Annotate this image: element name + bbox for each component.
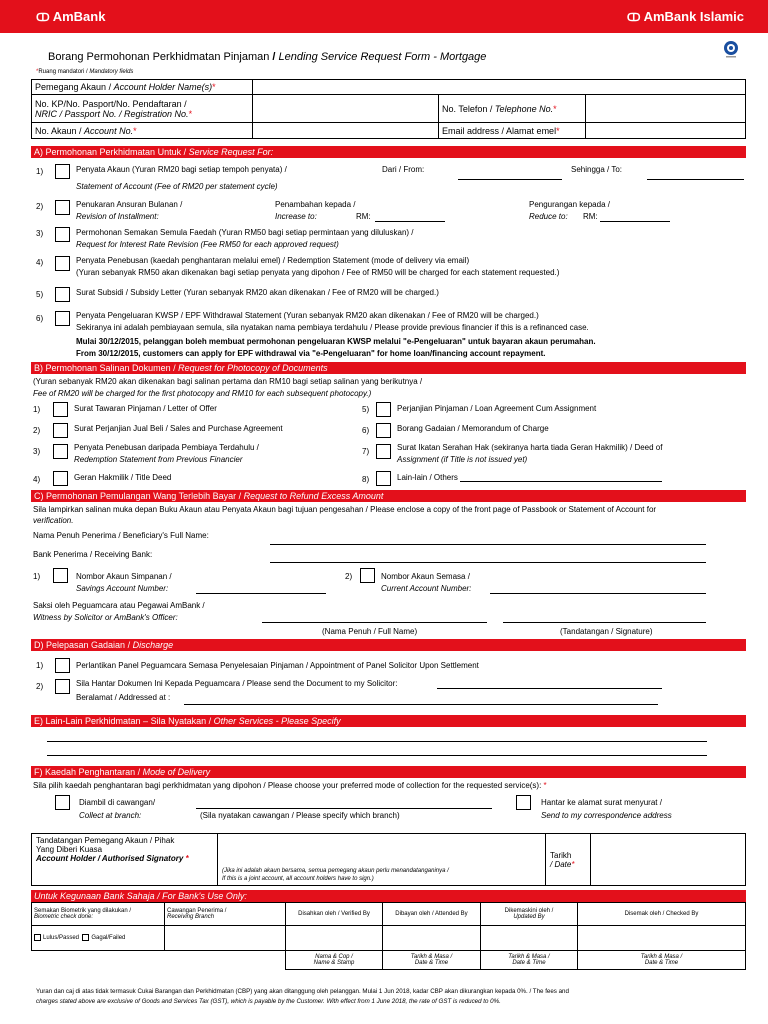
section-e-header: E) Lain-Lain Perkhidmatan – Sila Nyatakan / Other Services - Please Specify	[31, 715, 746, 727]
nric-label: No. KP/No. Pasport/No. Pendaftaran / NRIC / Passport No. / Registration No.*	[32, 95, 253, 123]
witness-signature-field[interactable]	[503, 622, 706, 623]
collect-branch-label-en: Collect at branch:	[79, 811, 142, 820]
photocopy-fee-note-en: Fee of RM20 will be charged for the first photocopy and RM10 for each subsequent photocopy.)	[33, 389, 372, 398]
section-b-header: B) Permohonan Salinan Dokumen / Request for Photocopy of Documents	[31, 362, 746, 374]
item-number: 4)	[36, 258, 44, 267]
account-no-field[interactable]	[253, 123, 439, 139]
account-info-table	[31, 79, 746, 139]
brand-logo-left: ↀ AmBank	[36, 9, 106, 24]
item-number: 5)	[362, 405, 370, 414]
previous-financier-label: Sekiranya ini adalah pembiayaan semula, sila nyatakan nama pembiaya terdahulu / Please provide previous financier if this is a refinanced case.	[76, 323, 589, 332]
increase-label-en: Increase to:	[275, 212, 317, 221]
panel-solicitor-checkbox[interactable]	[55, 658, 70, 673]
send-to-solicitor-checkbox[interactable]	[55, 679, 70, 694]
failed-checkbox[interactable]	[82, 934, 89, 941]
loan-agreement-label: Perjanjian Pinjaman / Loan Agreement Cum Assignment	[397, 404, 597, 413]
section-d-header: D) Pelepasan Gadaian / Discharge	[31, 639, 746, 651]
statement-label-en: Statement of Account (Fee of RM20 per statement cycle)	[76, 182, 278, 191]
brand-logo-right: ↀ AmBank Islamic	[626, 9, 744, 24]
signature-label: Tandatangan Pemegang Akaun / Pihak	[36, 836, 175, 845]
date-time-caption: Tarikh & Masa / Date & Time	[383, 951, 481, 970]
email-label: Email address / Alamat emel*	[439, 123, 586, 139]
item-number: 2)	[345, 572, 353, 581]
interest-revision-checkbox[interactable]	[55, 227, 70, 242]
revision-installment-checkbox[interactable]	[55, 200, 70, 215]
subsidy-letter-checkbox[interactable]	[55, 287, 70, 302]
memorandum-charge-label: Borang Gadaian / Memorandum of Charge	[397, 424, 549, 433]
section-f-header: F) Kaedah Penghantaran / Mode of Delivery	[31, 766, 746, 778]
signature-caption: (Tandatangan / Signature)	[560, 627, 653, 636]
reduce-label: Pengurangan kepada /	[529, 200, 610, 209]
signature-label-cell	[32, 834, 218, 886]
item-number: 4)	[33, 475, 41, 484]
bank-use-table	[31, 902, 746, 970]
interest-revision-label-en: Request for Interest Rate Revision (Fee RM50 for each approved request)	[76, 240, 339, 249]
refund-note: Sila lampirkan salinan muka depan Buku Akaun atau Penyata Akaun bagi tujuan pengesahan / Please enclose a copy of the front page of Passbook or Statement of Account for	[33, 505, 657, 514]
date-time-caption: Tarikh & Masa / Date & Time	[578, 951, 746, 970]
other-services-field-2[interactable]	[47, 755, 707, 756]
send-correspondence-checkbox[interactable]	[516, 795, 531, 810]
revision-label-en: Revision of Installment:	[76, 212, 159, 221]
redemption-statement-checkbox[interactable]	[55, 256, 70, 271]
joint-account-note: (Jika ini adalah akaun bersama, semua pemegang akaun perlu menandatanganinya /	[222, 868, 449, 874]
send-to-solicitor-label: Sila Hantar Dokumen Ini Kepada Peguamcara / Please send the Document to my Solicitor:	[76, 679, 398, 688]
increase-amount-field[interactable]	[375, 221, 445, 222]
nric-field[interactable]	[253, 95, 439, 123]
branch-field[interactable]	[196, 808, 492, 809]
receiving-bank-label: Bank Penerima / Receiving Bank:	[33, 550, 153, 559]
item-number: 2)	[36, 682, 44, 691]
emblem-icon	[722, 40, 740, 60]
item-number: 1)	[36, 661, 44, 670]
mandatory-note: *Ruang mandatori / Mandatory fields	[36, 69, 134, 75]
from-field[interactable]	[458, 179, 562, 180]
item-number: 2)	[36, 202, 44, 211]
letter-of-offer-label: Surat Tawaran Pinjaman / Letter of Offer	[74, 404, 217, 413]
epf-withdrawal-checkbox[interactable]	[55, 311, 70, 326]
tel-field[interactable]	[586, 95, 746, 123]
deed-assignment-checkbox[interactable]	[376, 444, 391, 459]
attended-by-field[interactable]	[383, 926, 481, 951]
sales-purchase-checkbox[interactable]	[53, 423, 68, 438]
collect-at-branch-checkbox[interactable]	[55, 795, 70, 810]
redemption-previous-label-en: Redemption Statement from Previous Financier	[74, 455, 243, 464]
checked-by-field[interactable]	[578, 926, 746, 951]
item-number: 5)	[36, 290, 44, 299]
redemption-previous-label: Penyata Penebusan daripada Pembiaya Terdahulu /	[74, 443, 259, 452]
savings-account-checkbox[interactable]	[53, 568, 68, 583]
redemption-fee-label: (Yuran sebanyak RM50 akan dikenakan bagi setiap penyata yang dipohon / Fee of RM50 will be charged for each statement requested.)	[76, 268, 560, 277]
to-label: Sehingga / To:	[571, 165, 623, 174]
revision-label: Penukaran Ansuran Bulanan /	[76, 200, 183, 209]
savings-account-label: Nombor Akaun Simpanan /	[76, 572, 172, 581]
item-number: 6)	[362, 426, 370, 435]
current-account-field[interactable]	[490, 593, 706, 594]
statement-of-account-checkbox[interactable]	[55, 164, 70, 179]
date-label-en: / Date*	[550, 859, 575, 869]
current-account-label: Nombor Akaun Semasa /	[381, 572, 470, 581]
redemption-previous-checkbox[interactable]	[53, 444, 68, 459]
holder-field[interactable]	[253, 80, 746, 95]
rm-label: RM:	[583, 212, 598, 221]
verified-by-field[interactable]	[286, 926, 383, 951]
passed-checkbox[interactable]	[34, 934, 41, 941]
refund-note-en: verification.	[33, 516, 74, 525]
signature-table	[31, 833, 746, 886]
increase-label: Penambahan kepada /	[275, 200, 356, 209]
ambank-logo-icon: ↀ	[36, 12, 50, 24]
verified-by-header: Disahkan oleh / Verified By	[286, 903, 383, 926]
letter-of-offer-checkbox[interactable]	[53, 402, 68, 417]
receiving-branch-header: Cawangan Penerima / Receiving Branch	[165, 903, 286, 926]
rm-label: RM:	[356, 212, 371, 221]
epf-label: Penyata Pengeluaran KWSP / EPF Withdrawal Statement (Yuran sebanyak RM20 akan dikenakan / Fee of RM20 will be charged.)	[76, 311, 539, 320]
account-no-label: No. Akaun / Account No.*	[32, 123, 253, 139]
bank-use-header: Untuk Kegunaan Bank Sahaja / For Bank's Use Only:	[31, 890, 746, 902]
others-label: Lain-lain / Others	[397, 473, 458, 482]
attended-by-header: Dibayan oleh / Attended By	[383, 903, 481, 926]
name-stamp-caption: Nama & Cop / Name & Stamp	[286, 951, 383, 970]
statement-label: Penyata Akaun (Yuran RM20 bagi setiap tempoh penyata) /	[76, 165, 287, 174]
others-checkbox[interactable]	[376, 471, 391, 486]
subsidy-label: Surat Subsidi / Subsidy Letter (Yuran sebanyak RM20 akan dikenakan / Fee of RM20 will be charged.)	[76, 288, 439, 297]
item-number: 3)	[36, 229, 44, 238]
ambank-islamic-logo-icon: ↀ	[626, 12, 641, 24]
current-account-label-en: Current Account Number:	[381, 584, 472, 593]
deed-assignment-label-en: Assignment (if Title is not issued yet)	[397, 455, 528, 464]
date-label: Tarikh	[550, 850, 572, 860]
section-a-header: A) Permohonan Perkhidmatan Untuk / Service Request For:	[31, 146, 746, 158]
title-deed-label: Geran Hakmilik / Title Deed	[74, 473, 172, 482]
correspondence-label: Hantar ke alamat surat menyurat /	[541, 798, 662, 807]
solicitor-field[interactable]	[437, 688, 662, 689]
holder-label: Pemegang Akaun / Account Holder Name(s)*	[32, 80, 253, 95]
memorandum-charge-checkbox[interactable]	[376, 423, 391, 438]
beneficiary-label: Nama Penuh Penerima / Beneficiary's Full Name:	[33, 531, 209, 540]
item-number: 3)	[33, 447, 41, 456]
item-number: 7)	[362, 447, 370, 456]
panel-solicitor-label: Perlantikan Panel Peguamcara Semasa Penyelesaian Pinjaman / Appointment of Panel Solicitor Upon Settlement	[76, 661, 479, 670]
witness-name-field[interactable]	[262, 622, 487, 623]
witness-label-en: Witness by Solicitor or AmBank's Officer:	[33, 613, 178, 622]
item-number: 8)	[362, 475, 370, 484]
signature-label-en: Account Holder / Authorised Signatory *	[36, 854, 189, 863]
updated-by-header: Dikemaskini oleh / Updated By	[481, 903, 578, 926]
reduce-amount-field[interactable]	[600, 221, 670, 222]
item-number: 1)	[33, 405, 41, 414]
item-number: 6)	[36, 314, 44, 323]
checked-by-header: Disemak oleh / Checked By	[578, 903, 746, 926]
full-name-caption: (Nama Penuh / Full Name)	[322, 627, 418, 636]
date-field[interactable]	[591, 834, 746, 886]
item-number: 1)	[36, 167, 44, 176]
date-time-caption: Tarikh & Masa / Date & Time	[481, 951, 578, 970]
reduce-label-en: Reduce to:	[529, 212, 568, 221]
addressed-at-label: Beralamat / Addressed at :	[76, 693, 171, 702]
sales-purchase-label: Surat Perjanjian Jual Beli / Sales and Purchase Agreement	[74, 424, 283, 433]
delivery-note: Sila pilih kaedah penghantaran bagi perkhidmatan yang dipohon / Please choose your preferred mode of collection for the requested service(s): *	[33, 781, 547, 790]
gst-note: Yuran dan caj di atas tidak termasuk Cukai Barangan dan Perkhidmatan (CBP) yang akan ditanggung oleh pelanggan. Mulai 1 Jun 2018, kadar CBP akan dikurangkan kepada 0%. / The fees and	[36, 988, 569, 995]
email-field[interactable]	[586, 123, 746, 139]
to-field[interactable]	[647, 179, 744, 180]
title-deed-checkbox[interactable]	[53, 471, 68, 486]
gst-note-en: charges stated above are exclusive of Goods and Services Tax (GST), which is payable by the Customer. With effect from 1 June 2018, the rate of GST is reduced to 0%.	[36, 998, 501, 1005]
collect-branch-label: Diambil di cawangan/	[79, 798, 156, 807]
date-label-cell	[546, 834, 591, 886]
others-field[interactable]	[460, 481, 662, 482]
blank-cell	[32, 951, 286, 970]
other-services-field-1[interactable]	[47, 741, 707, 742]
biometric-header: Semakan Biometrik yang dilakukan / Biometric check done:	[32, 903, 165, 926]
specify-branch-caption: (Sila nyatakan cawangan / Please specify which branch)	[200, 811, 400, 820]
deed-assignment-label: Surat Ikatan Serahan Hak (sekiranya harta tiada Geran Hakmilik) / Deed of	[397, 443, 663, 452]
correspondence-label-en: Send to my correspondence address	[541, 811, 672, 820]
address-field[interactable]	[184, 704, 658, 705]
header-bar	[0, 0, 768, 33]
form-title: Borang Permohonan Perkhidmatan Pinjaman / Lending Service Request Form - Mortgage	[48, 51, 487, 63]
interest-revision-label: Permohonan Semakan Semula Faedah (Yuran RM50 bagi setiap permintaan yang diluluskan) /	[76, 228, 414, 237]
epf-note-en: From 30/12/2015, customers can apply for EPF withdrawal via "e-Pengeluaran" for home loan/financing account repayment.	[76, 349, 546, 358]
beneficiary-field[interactable]	[270, 544, 706, 545]
epf-note-ms: Mulai 30/12/2015, pelanggan boleh membuat permohonan pengeluaran KWSP melalui "e-Pengeluaran" untuk bayaran akaun perumahan.	[76, 337, 596, 346]
joint-account-note-en: If this is a joint account, all account holders have to sign.)	[222, 876, 374, 882]
updated-by-field[interactable]	[481, 926, 578, 951]
loan-agreement-checkbox[interactable]	[376, 402, 391, 417]
savings-account-label-en: Savings Account Number:	[76, 584, 169, 593]
section-c-header: C) Permohonan Pemulangan Wang Terlebih Bayar / Request to Refund Excess Amount	[31, 490, 746, 502]
from-label: Dari / From:	[382, 165, 425, 174]
item-number: 2)	[33, 426, 41, 435]
item-number: 1)	[33, 572, 41, 581]
redemption-label: Penyata Penebusan (kaedah penghantaran melalui emel) / Redemption Statement (mode of delivery via email)	[76, 256, 470, 265]
current-account-checkbox[interactable]	[360, 568, 375, 583]
tel-label: No. Telefon / Telephone No.*	[439, 95, 586, 123]
receiving-bank-field[interactable]	[270, 562, 706, 563]
biometric-options: Lulus/Passed Gagal/Failed	[32, 926, 165, 951]
signature-label-2: Yang Diberi Kuasa	[36, 845, 103, 854]
witness-label: Saksi oleh Peguamcara atau Pegawai AmBank /	[33, 601, 205, 610]
savings-account-field[interactable]	[196, 593, 326, 594]
signature-field[interactable]	[218, 834, 546, 886]
photocopy-fee-note: (Yuran sebanyak RM20 akan dikenakan bagi salinan pertama dan RM10 bagi setiap salinan yang berikutnya /	[33, 377, 423, 386]
receiving-branch-field[interactable]	[165, 926, 286, 951]
